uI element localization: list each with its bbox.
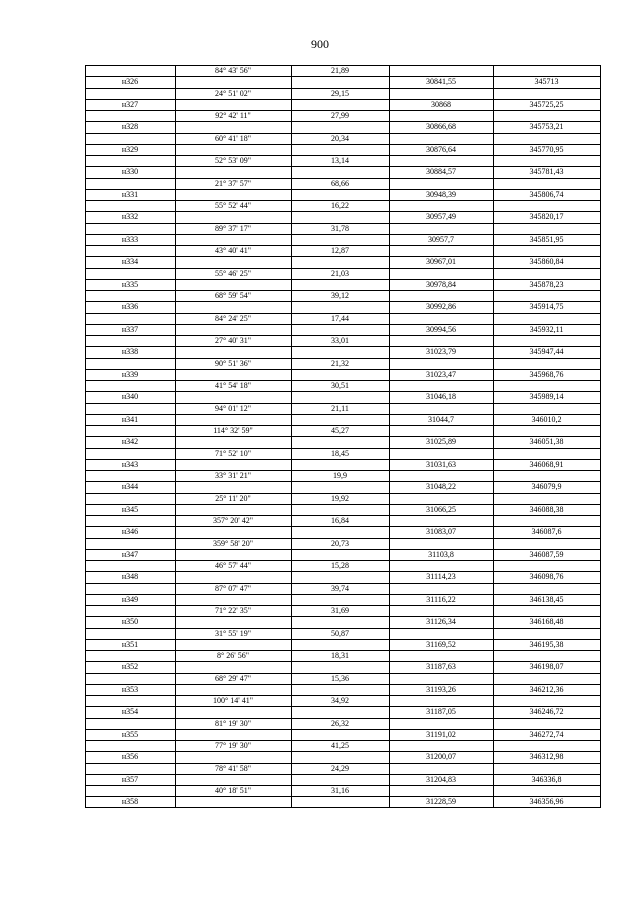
table-row-segment xyxy=(85,605,600,616)
direction-angle-cell: 359° 58' 20" xyxy=(213,538,253,548)
segment-length-cell: 39,12 xyxy=(331,291,349,300)
y-coordinate-cell: 346087,59 xyxy=(529,549,564,559)
table-row-point xyxy=(85,234,600,245)
direction-angle-cell: 92° 42' 11" xyxy=(215,111,251,120)
table-row-point xyxy=(85,684,600,695)
segment-length-cell: 31,78 xyxy=(331,223,349,233)
y-coordinate-cell: 345932,11 xyxy=(529,324,564,334)
table-row-point xyxy=(85,774,600,785)
table-row-point xyxy=(85,481,600,492)
direction-angle-cell: 55° 52' 44" xyxy=(215,201,251,210)
direction-angle-cell: 357° 20' 42" xyxy=(213,516,253,525)
table-row-point xyxy=(85,639,600,650)
point-name-cell: н349 xyxy=(121,594,139,604)
table-row-segment xyxy=(85,538,600,549)
y-coordinate-cell: 346098,76 xyxy=(529,572,564,582)
point-name-cell: н347 xyxy=(121,549,139,559)
point-name-cell: н331 xyxy=(121,189,139,199)
direction-angle-cell: 68° 59' 54" xyxy=(215,291,251,300)
table-row-segment xyxy=(85,335,600,346)
table-row-segment xyxy=(85,673,600,684)
direction-angle-cell: 60° 41' 18" xyxy=(215,133,251,143)
table-row-segment xyxy=(85,133,600,144)
table-row-segment xyxy=(85,290,600,301)
segment-length-cell: 20,34 xyxy=(331,133,349,143)
table-row-point xyxy=(85,436,600,447)
point-name-cell: н355 xyxy=(121,729,139,739)
table-row-point xyxy=(85,391,600,402)
direction-angle-cell: 71° 22' 35" xyxy=(215,606,251,615)
segment-length-cell: 26,32 xyxy=(331,718,349,728)
segment-length-cell: 30,51 xyxy=(331,381,349,390)
direction-angle-cell: 52° 53' 09" xyxy=(215,156,251,165)
table-row-segment xyxy=(85,380,600,391)
point-name-cell: н357 xyxy=(121,774,139,784)
table-row-segment xyxy=(85,583,600,594)
table-row-point xyxy=(85,121,600,132)
point-name-cell: н354 xyxy=(121,707,139,717)
x-coordinate-cell: 31169,52 xyxy=(426,639,456,649)
y-coordinate-cell: 346246,72 xyxy=(529,707,564,717)
table-row-point xyxy=(85,459,600,470)
y-coordinate-cell: 346068,91 xyxy=(529,459,564,469)
x-coordinate-cell: 31126,34 xyxy=(426,617,456,627)
point-name-cell: н343 xyxy=(121,459,139,469)
segment-length-cell: 33,01 xyxy=(331,336,349,345)
direction-angle-cell: 78° 41' 58" xyxy=(215,763,251,773)
table-row-segment xyxy=(85,155,600,166)
point-name-cell: н334 xyxy=(121,257,139,267)
direction-angle-cell: 24° 51' 02" xyxy=(215,88,251,98)
table-row-segment xyxy=(85,763,600,774)
y-coordinate-cell: 346079,9 xyxy=(531,482,562,492)
x-coordinate-cell: 30957,7 xyxy=(428,234,454,244)
point-name-cell: н344 xyxy=(121,482,139,492)
direction-angle-cell: 21° 37' 57" xyxy=(215,178,251,188)
point-name-cell: н338 xyxy=(121,347,139,357)
point-name-cell: н335 xyxy=(121,279,139,289)
point-name-cell: н351 xyxy=(121,639,139,649)
direction-angle-cell: 90° 51' 36" xyxy=(215,358,251,368)
segment-length-cell: 41,25 xyxy=(331,741,349,750)
x-coordinate-cell: 30841,55 xyxy=(426,77,456,87)
y-coordinate-cell: 345860,84 xyxy=(529,257,564,267)
segment-length-cell: 31,69 xyxy=(331,606,349,615)
point-name-cell: н346 xyxy=(121,527,139,537)
table-row-segment xyxy=(85,313,600,324)
segment-length-cell: 18,45 xyxy=(331,448,349,458)
x-coordinate-cell: 31200,07 xyxy=(426,752,456,762)
table-row-point xyxy=(85,661,600,672)
point-name-cell: н356 xyxy=(121,752,139,762)
x-coordinate-cell: 31191,02 xyxy=(426,729,456,739)
segment-length-cell: 45,27 xyxy=(331,426,349,435)
direction-angle-cell: 87° 07' 47" xyxy=(215,583,251,593)
table-row-point xyxy=(85,324,600,335)
y-coordinate-cell: 345968,76 xyxy=(529,369,564,379)
x-coordinate-cell: 31103,8 xyxy=(428,549,454,559)
segment-length-cell: 19,92 xyxy=(331,493,349,503)
point-name-cell: н329 xyxy=(121,144,139,154)
x-coordinate-cell: 31025,89 xyxy=(426,437,456,447)
point-name-cell: н358 xyxy=(121,797,139,807)
y-coordinate-cell: 345713 xyxy=(534,77,559,87)
point-name-cell: н342 xyxy=(121,437,139,447)
y-coordinate-cell: 346051,38 xyxy=(529,437,564,447)
point-name-cell: н339 xyxy=(121,369,139,379)
x-coordinate-cell: 30876,64 xyxy=(426,144,456,154)
point-name-cell: н337 xyxy=(121,324,139,334)
segment-length-cell: 21,03 xyxy=(331,268,349,278)
table-row-segment xyxy=(85,88,600,99)
table-row-point xyxy=(85,166,600,177)
direction-angle-cell: 25° 11' 20" xyxy=(215,493,251,503)
direction-angle-cell: 84° 43' 56" xyxy=(215,66,251,75)
page-number: 900 xyxy=(311,37,329,51)
point-name-cell: н327 xyxy=(121,99,139,109)
y-coordinate-cell: 345851,95 xyxy=(529,234,564,244)
table-row-segment xyxy=(85,425,600,436)
direction-angle-cell: 89° 37' 17" xyxy=(215,223,251,233)
segment-length-cell: 15,28 xyxy=(331,561,349,570)
x-coordinate-cell: 31031,63 xyxy=(426,459,456,469)
segment-length-cell: 50,87 xyxy=(331,628,349,638)
direction-angle-cell: 114° 32' 59" xyxy=(213,426,253,435)
y-coordinate-cell: 346312,98 xyxy=(529,752,564,762)
point-name-cell: н336 xyxy=(121,302,139,312)
point-name-cell: н353 xyxy=(121,684,139,694)
point-name-cell: н340 xyxy=(121,392,139,402)
table-row-segment xyxy=(85,200,600,211)
x-coordinate-cell: 31083,07 xyxy=(426,527,456,537)
direction-angle-cell: 27° 40' 31" xyxy=(215,336,251,345)
point-name-cell: н352 xyxy=(121,662,139,672)
table-row-point xyxy=(85,504,600,515)
y-coordinate-cell: 345753,21 xyxy=(529,122,564,132)
table-row-segment xyxy=(85,358,600,369)
x-coordinate-cell: 30866,68 xyxy=(426,122,456,132)
direction-angle-cell: 94° 01' 12" xyxy=(215,403,251,413)
table-row-point xyxy=(85,616,600,627)
direction-angle-cell: 40° 18' 51" xyxy=(215,786,251,795)
x-coordinate-cell: 30967,01 xyxy=(426,257,456,267)
point-name-cell: н345 xyxy=(121,504,139,514)
segment-length-cell: 18,31 xyxy=(331,651,349,660)
segment-length-cell: 17,44 xyxy=(331,313,349,323)
y-coordinate-cell: 346212,36 xyxy=(529,684,564,694)
direction-angle-cell: 43° 40' 41" xyxy=(215,246,251,255)
x-coordinate-cell: 31048,22 xyxy=(426,482,456,492)
y-coordinate-cell: 346336,8 xyxy=(531,774,562,784)
direction-angle-cell: 100° 14' 41" xyxy=(213,696,253,705)
table-row-point xyxy=(85,76,600,87)
table-row-point xyxy=(85,594,600,605)
y-coordinate-cell: 345878,23 xyxy=(529,279,564,289)
table-row-point xyxy=(85,729,600,740)
column-divider-y xyxy=(493,65,494,808)
segment-length-cell: 13,14 xyxy=(331,156,349,165)
table-row-segment xyxy=(85,650,600,661)
table-row-point xyxy=(85,279,600,290)
table-row-segment xyxy=(85,403,600,414)
x-coordinate-cell: 31023,47 xyxy=(426,369,456,379)
table-row-segment xyxy=(85,448,600,459)
direction-angle-cell: 81° 19' 30" xyxy=(215,718,251,728)
table-row-segment xyxy=(85,515,600,526)
direction-angle-cell: 71° 52' 10" xyxy=(215,448,251,458)
table-row-point xyxy=(85,414,600,425)
segment-length-cell: 31,16 xyxy=(331,786,349,795)
table-row-point xyxy=(85,211,600,222)
point-name-cell: н332 xyxy=(121,212,139,222)
point-name-cell: н330 xyxy=(121,167,139,177)
table-row-segment xyxy=(85,628,600,639)
table-row-point xyxy=(85,144,600,155)
direction-angle-cell: 68° 29' 47" xyxy=(215,673,251,683)
table-row-point xyxy=(85,301,600,312)
x-coordinate-cell: 31066,25 xyxy=(426,504,456,514)
direction-angle-cell: 55° 46' 25" xyxy=(215,268,251,278)
point-name-cell: н348 xyxy=(121,572,139,582)
segment-length-cell: 21,32 xyxy=(331,358,349,368)
x-coordinate-cell: 31023,79 xyxy=(426,347,456,357)
table-border-right xyxy=(600,65,601,808)
segment-length-cell: 20,73 xyxy=(331,538,349,548)
table-row-point xyxy=(85,526,600,537)
y-coordinate-cell: 345914,75 xyxy=(529,302,564,312)
table-row-point xyxy=(85,706,600,717)
table-row-segment xyxy=(85,470,600,481)
segment-length-cell: 34,92 xyxy=(331,696,349,705)
point-name-cell: н350 xyxy=(121,617,139,627)
table-row-point xyxy=(85,99,600,110)
x-coordinate-cell: 31193,26 xyxy=(426,684,456,694)
table-row-point xyxy=(85,346,600,357)
y-coordinate-cell: 346356,96 xyxy=(529,797,564,807)
segment-length-cell: 24,29 xyxy=(331,763,349,773)
table-row-segment xyxy=(85,110,600,121)
y-coordinate-cell: 346138,45 xyxy=(529,594,564,604)
table-row-point xyxy=(85,751,600,762)
segment-length-cell: 16,22 xyxy=(331,201,349,210)
table-row-point xyxy=(85,189,600,200)
segment-length-cell: 12,87 xyxy=(331,246,349,255)
table-border-left xyxy=(85,65,86,808)
segment-length-cell: 68,66 xyxy=(331,178,349,188)
direction-angle-cell: 77° 19' 30" xyxy=(215,741,251,750)
x-coordinate-cell: 31116,22 xyxy=(426,594,456,604)
table-row-segment xyxy=(85,740,600,751)
x-coordinate-cell: 30884,57 xyxy=(426,167,456,177)
table-row-segment xyxy=(85,493,600,504)
table-row-point xyxy=(85,549,600,560)
segment-length-cell: 21,11 xyxy=(331,403,349,413)
y-coordinate-cell: 346272,74 xyxy=(529,729,564,739)
point-name-cell: н341 xyxy=(121,414,139,424)
table-row-segment xyxy=(85,245,600,256)
table-row-segment xyxy=(85,268,600,279)
direction-angle-cell: 31° 55' 19" xyxy=(215,628,251,638)
column-divider-angle xyxy=(175,65,176,808)
table-row-segment xyxy=(85,560,600,571)
y-coordinate-cell: 346195,38 xyxy=(529,639,564,649)
x-coordinate-cell: 31046,18 xyxy=(426,392,456,402)
point-name-cell: н328 xyxy=(121,122,139,132)
direction-angle-cell: 33° 31' 21" xyxy=(215,471,251,480)
y-coordinate-cell: 345820,17 xyxy=(529,212,564,222)
direction-angle-cell: 8° 26' 56" xyxy=(217,651,249,660)
table-row-segment xyxy=(85,785,600,796)
column-divider-x xyxy=(389,65,390,808)
x-coordinate-cell: 31044,7 xyxy=(428,414,454,424)
y-coordinate-cell: 346198,07 xyxy=(529,662,564,672)
table-row-point xyxy=(85,369,600,380)
table-row-point xyxy=(85,571,600,582)
direction-angle-cell: 84° 24' 25" xyxy=(215,313,251,323)
table-row-segment xyxy=(85,223,600,234)
segment-length-cell: 29,15 xyxy=(331,88,349,98)
table-row-segment xyxy=(85,178,600,189)
segment-length-cell: 15,36 xyxy=(331,673,349,683)
x-coordinate-cell: 31187,63 xyxy=(426,662,456,672)
segment-length-cell: 27,99 xyxy=(331,111,349,120)
y-coordinate-cell: 345947,44 xyxy=(529,347,564,357)
y-coordinate-cell: 346168,48 xyxy=(529,617,564,627)
y-coordinate-cell: 346087,6 xyxy=(531,527,562,537)
x-coordinate-cell: 30978,84 xyxy=(426,279,456,289)
table-row-segment xyxy=(85,65,600,76)
point-name-cell: н326 xyxy=(121,77,139,87)
table-row-point xyxy=(85,256,600,267)
y-coordinate-cell: 345781,43 xyxy=(529,167,564,177)
point-name-cell: н333 xyxy=(121,234,139,244)
x-coordinate-cell: 31228,59 xyxy=(426,797,456,807)
x-coordinate-cell: 31114,23 xyxy=(426,572,456,582)
x-coordinate-cell: 30957,49 xyxy=(426,212,456,222)
direction-angle-cell: 46° 57' 44" xyxy=(215,561,251,570)
coordinates-table xyxy=(85,65,600,808)
x-coordinate-cell: 30994,56 xyxy=(426,324,456,334)
y-coordinate-cell: 345770,95 xyxy=(529,144,564,154)
x-coordinate-cell: 30948,39 xyxy=(426,189,456,199)
x-coordinate-cell: 30992,86 xyxy=(426,302,456,312)
y-coordinate-cell: 345989,14 xyxy=(529,392,564,402)
y-coordinate-cell: 346010,2 xyxy=(531,414,562,424)
y-coordinate-cell: 346088,38 xyxy=(529,504,564,514)
x-coordinate-cell: 30868 xyxy=(431,99,451,109)
x-coordinate-cell: 31187,05 xyxy=(426,707,456,717)
y-coordinate-cell: 345806,74 xyxy=(529,189,564,199)
table-row-segment xyxy=(85,718,600,729)
segment-length-cell: 21,89 xyxy=(331,66,349,75)
segment-length-cell: 16,84 xyxy=(331,516,349,525)
table-row-point xyxy=(85,796,600,807)
table-row-segment xyxy=(85,695,600,706)
segment-length-cell: 39,74 xyxy=(331,583,349,593)
x-coordinate-cell: 31204,83 xyxy=(426,774,456,784)
direction-angle-cell: 41° 54' 18" xyxy=(215,381,251,390)
column-divider-length xyxy=(291,65,292,808)
y-coordinate-cell: 345725,25 xyxy=(529,99,564,109)
segment-length-cell: 19,9 xyxy=(333,471,347,480)
